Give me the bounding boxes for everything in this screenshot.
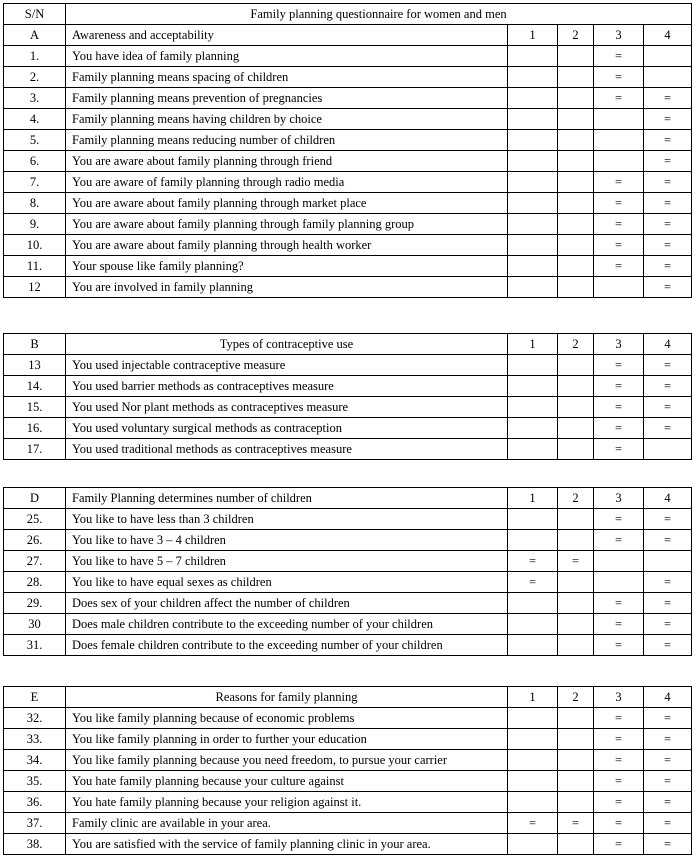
scale-column-header: 1 bbox=[508, 334, 558, 355]
question-number: 32. bbox=[4, 708, 66, 729]
response-mark bbox=[508, 418, 558, 439]
sn-header: S/N bbox=[4, 4, 66, 25]
response-mark bbox=[558, 708, 594, 729]
question-number: 11. bbox=[4, 256, 66, 277]
question-text: You are aware about family planning through friend bbox=[66, 151, 508, 172]
response-mark bbox=[508, 109, 558, 130]
response-mark: = bbox=[594, 376, 644, 397]
response-mark bbox=[558, 729, 594, 750]
question-text: You used Nor plant methods as contraceptives measure bbox=[66, 397, 508, 418]
response-mark bbox=[508, 439, 558, 460]
question-text: You hate family planning because your culture against bbox=[66, 771, 508, 792]
response-mark: = bbox=[644, 172, 692, 193]
scale-column-header: 3 bbox=[594, 334, 644, 355]
response-mark: = bbox=[644, 277, 692, 298]
question-row bbox=[4, 439, 692, 460]
response-mark bbox=[508, 792, 558, 813]
section-table-b bbox=[3, 333, 692, 460]
scale-column-header: 2 bbox=[558, 488, 594, 509]
question-text: Does male children contribute to the exceeding number of your children bbox=[66, 614, 508, 635]
question-text: You used traditional methods as contraceptives measure bbox=[66, 439, 508, 460]
response-mark: = bbox=[644, 708, 692, 729]
response-mark: = bbox=[594, 593, 644, 614]
section-body bbox=[4, 334, 692, 460]
section-code: D bbox=[4, 488, 66, 509]
question-row bbox=[4, 635, 692, 656]
question-number: 8. bbox=[4, 193, 66, 214]
question-text: You are aware about family planning through health worker bbox=[66, 235, 508, 256]
response-mark: = bbox=[594, 708, 644, 729]
scale-column-header: 1 bbox=[508, 25, 558, 46]
scale-column-header: 2 bbox=[558, 687, 594, 708]
question-row bbox=[4, 130, 692, 151]
response-mark: = bbox=[644, 256, 692, 277]
question-text: You hate family planning because your religion against it. bbox=[66, 792, 508, 813]
question-row bbox=[4, 46, 692, 67]
question-number: 34. bbox=[4, 750, 66, 771]
response-mark bbox=[558, 277, 594, 298]
scale-column-header: 4 bbox=[644, 687, 692, 708]
response-mark bbox=[558, 130, 594, 151]
response-mark bbox=[508, 530, 558, 551]
response-mark bbox=[558, 593, 594, 614]
response-mark bbox=[508, 509, 558, 530]
scale-column-header: 2 bbox=[558, 25, 594, 46]
response-mark bbox=[644, 46, 692, 67]
response-mark: = bbox=[644, 397, 692, 418]
response-mark bbox=[508, 708, 558, 729]
response-mark bbox=[558, 355, 594, 376]
response-mark bbox=[644, 551, 692, 572]
question-text: Family planning means having children by choice bbox=[66, 109, 508, 130]
response-mark bbox=[508, 214, 558, 235]
response-mark: = bbox=[644, 235, 692, 256]
question-number: 29. bbox=[4, 593, 66, 614]
response-mark bbox=[594, 130, 644, 151]
response-mark bbox=[508, 834, 558, 855]
question-number: 9. bbox=[4, 214, 66, 235]
response-mark bbox=[594, 151, 644, 172]
questionnaire-header-row bbox=[4, 4, 692, 25]
response-mark: = bbox=[594, 439, 644, 460]
response-mark: = bbox=[644, 151, 692, 172]
section-title: Awareness and acceptability bbox=[66, 25, 508, 46]
response-mark: = bbox=[508, 551, 558, 572]
response-mark: = bbox=[644, 509, 692, 530]
questionnaire-title: Family planning questionnaire for women and men bbox=[66, 4, 692, 25]
response-mark: = bbox=[644, 834, 692, 855]
question-text: You are satisfied with the service of family planning clinic in your area. bbox=[66, 834, 508, 855]
response-mark bbox=[558, 509, 594, 530]
question-number: 6. bbox=[4, 151, 66, 172]
question-number: 31. bbox=[4, 635, 66, 656]
response-mark: = bbox=[508, 572, 558, 593]
response-mark bbox=[558, 88, 594, 109]
response-mark bbox=[558, 172, 594, 193]
response-mark bbox=[594, 572, 644, 593]
scale-column-header: 4 bbox=[644, 334, 692, 355]
response-mark: = bbox=[594, 214, 644, 235]
response-mark: = bbox=[594, 530, 644, 551]
question-number: 7. bbox=[4, 172, 66, 193]
question-number: 12 bbox=[4, 277, 66, 298]
question-row bbox=[4, 277, 692, 298]
response-mark bbox=[644, 439, 692, 460]
question-row bbox=[4, 355, 692, 376]
section-title: Family Planning determines number of children bbox=[66, 488, 508, 509]
scale-column-header: 3 bbox=[594, 488, 644, 509]
question-text: You like to have equal sexes as children bbox=[66, 572, 508, 593]
question-row bbox=[4, 551, 692, 572]
question-row bbox=[4, 813, 692, 834]
question-number: 4. bbox=[4, 109, 66, 130]
response-mark bbox=[558, 67, 594, 88]
question-text: You like to have 5 – 7 children bbox=[66, 551, 508, 572]
section-header-row bbox=[4, 488, 692, 509]
response-mark: = bbox=[644, 355, 692, 376]
question-text: You are aware of family planning through radio media bbox=[66, 172, 508, 193]
section-code: A bbox=[4, 25, 66, 46]
question-row bbox=[4, 729, 692, 750]
response-mark: = bbox=[594, 88, 644, 109]
section-header-row bbox=[4, 25, 692, 46]
question-text: You like family planning in order to further your education bbox=[66, 729, 508, 750]
question-row bbox=[4, 235, 692, 256]
response-mark: = bbox=[644, 130, 692, 151]
question-number: 5. bbox=[4, 130, 66, 151]
response-mark bbox=[558, 235, 594, 256]
response-mark bbox=[558, 418, 594, 439]
response-mark: = bbox=[594, 771, 644, 792]
response-mark bbox=[644, 67, 692, 88]
question-row bbox=[4, 530, 692, 551]
response-mark bbox=[558, 376, 594, 397]
response-mark bbox=[508, 635, 558, 656]
response-mark: = bbox=[644, 88, 692, 109]
question-row bbox=[4, 193, 692, 214]
response-mark bbox=[558, 792, 594, 813]
question-row bbox=[4, 418, 692, 439]
question-text: Does female children contribute to the exceeding number of your children bbox=[66, 635, 508, 656]
response-mark: = bbox=[644, 593, 692, 614]
response-mark: = bbox=[644, 729, 692, 750]
question-number: 16. bbox=[4, 418, 66, 439]
response-mark bbox=[558, 109, 594, 130]
response-mark bbox=[508, 397, 558, 418]
response-mark: = bbox=[594, 67, 644, 88]
response-mark bbox=[558, 46, 594, 67]
response-mark: = bbox=[644, 376, 692, 397]
response-mark bbox=[508, 614, 558, 635]
scale-column-header: 3 bbox=[594, 25, 644, 46]
response-mark bbox=[508, 277, 558, 298]
question-row bbox=[4, 88, 692, 109]
question-text: You have idea of family planning bbox=[66, 46, 508, 67]
response-mark bbox=[508, 151, 558, 172]
response-mark bbox=[508, 593, 558, 614]
section-table-d bbox=[3, 487, 692, 656]
response-mark: = bbox=[594, 235, 644, 256]
response-mark: = bbox=[594, 750, 644, 771]
section-header-row bbox=[4, 334, 692, 355]
response-mark bbox=[508, 88, 558, 109]
response-mark: = bbox=[594, 418, 644, 439]
question-text: You like family planning because you need freedom, to pursue your carrier bbox=[66, 750, 508, 771]
response-mark: = bbox=[644, 572, 692, 593]
question-text: You used voluntary surgical methods as contraception bbox=[66, 418, 508, 439]
response-mark bbox=[558, 635, 594, 656]
response-mark bbox=[508, 193, 558, 214]
question-row bbox=[4, 792, 692, 813]
response-mark bbox=[508, 771, 558, 792]
response-mark: = bbox=[594, 46, 644, 67]
question-row bbox=[4, 256, 692, 277]
response-mark: = bbox=[644, 771, 692, 792]
section-title: Types of contraceptive use bbox=[66, 334, 508, 355]
response-mark: = bbox=[644, 614, 692, 635]
question-text: Does sex of your children affect the number of children bbox=[66, 593, 508, 614]
question-text: You like to have 3 – 4 children bbox=[66, 530, 508, 551]
scale-column-header: 1 bbox=[508, 687, 558, 708]
section-title: Reasons for family planning bbox=[66, 687, 508, 708]
question-row bbox=[4, 771, 692, 792]
response-mark bbox=[558, 439, 594, 460]
question-row bbox=[4, 109, 692, 130]
response-mark bbox=[508, 235, 558, 256]
response-mark: = bbox=[558, 551, 594, 572]
question-text: You like to have less than 3 children bbox=[66, 509, 508, 530]
response-mark: = bbox=[594, 193, 644, 214]
response-mark: = bbox=[594, 813, 644, 834]
response-mark bbox=[508, 750, 558, 771]
question-number: 15. bbox=[4, 397, 66, 418]
response-mark: = bbox=[508, 813, 558, 834]
response-mark: = bbox=[644, 193, 692, 214]
section-body bbox=[4, 687, 692, 855]
response-mark bbox=[508, 67, 558, 88]
response-mark: = bbox=[644, 530, 692, 551]
section-body bbox=[4, 488, 692, 656]
question-number: 26. bbox=[4, 530, 66, 551]
response-mark: = bbox=[594, 509, 644, 530]
question-row bbox=[4, 750, 692, 771]
question-number: 3. bbox=[4, 88, 66, 109]
response-mark bbox=[558, 397, 594, 418]
question-row bbox=[4, 614, 692, 635]
question-text: Family planning means reducing number of children bbox=[66, 130, 508, 151]
section-code: E bbox=[4, 687, 66, 708]
question-number: 1. bbox=[4, 46, 66, 67]
response-mark bbox=[558, 572, 594, 593]
question-number: 10. bbox=[4, 235, 66, 256]
question-text: You are aware about family planning through family planning group bbox=[66, 214, 508, 235]
response-mark bbox=[508, 729, 558, 750]
question-text: You are involved in family planning bbox=[66, 277, 508, 298]
question-number: 33. bbox=[4, 729, 66, 750]
section-header-row bbox=[4, 687, 692, 708]
scale-column-header: 4 bbox=[644, 25, 692, 46]
response-mark: = bbox=[594, 614, 644, 635]
question-number: 37. bbox=[4, 813, 66, 834]
question-number: 14. bbox=[4, 376, 66, 397]
scale-column-header: 2 bbox=[558, 334, 594, 355]
response-mark: = bbox=[594, 729, 644, 750]
question-row bbox=[4, 151, 692, 172]
question-row bbox=[4, 67, 692, 88]
response-mark: = bbox=[594, 172, 644, 193]
response-mark: = bbox=[644, 214, 692, 235]
question-row bbox=[4, 376, 692, 397]
section-body bbox=[4, 25, 692, 298]
question-row bbox=[4, 214, 692, 235]
section-table-e bbox=[3, 686, 692, 855]
response-mark bbox=[594, 551, 644, 572]
response-mark: = bbox=[594, 834, 644, 855]
response-mark: = bbox=[644, 813, 692, 834]
scale-column-header: 3 bbox=[594, 687, 644, 708]
response-mark: = bbox=[594, 355, 644, 376]
question-text: You are aware about family planning through market place bbox=[66, 193, 508, 214]
response-mark bbox=[594, 277, 644, 298]
response-mark: = bbox=[558, 813, 594, 834]
response-mark bbox=[558, 214, 594, 235]
scale-column-header: 4 bbox=[644, 488, 692, 509]
question-number: 38. bbox=[4, 834, 66, 855]
question-text: You used barrier methods as contraceptives measure bbox=[66, 376, 508, 397]
question-row bbox=[4, 397, 692, 418]
question-number: 25. bbox=[4, 509, 66, 530]
response-mark: = bbox=[644, 750, 692, 771]
response-mark bbox=[558, 530, 594, 551]
question-row bbox=[4, 172, 692, 193]
response-mark bbox=[508, 130, 558, 151]
question-number: 28. bbox=[4, 572, 66, 593]
question-text: You used injectable contraceptive measure bbox=[66, 355, 508, 376]
response-mark bbox=[558, 256, 594, 277]
question-number: 27. bbox=[4, 551, 66, 572]
question-row bbox=[4, 708, 692, 729]
question-row bbox=[4, 509, 692, 530]
question-row bbox=[4, 593, 692, 614]
response-mark bbox=[508, 256, 558, 277]
section-code: B bbox=[4, 334, 66, 355]
question-text: Family clinic are available in your area. bbox=[66, 813, 508, 834]
response-mark bbox=[508, 376, 558, 397]
response-mark bbox=[508, 355, 558, 376]
response-mark bbox=[558, 151, 594, 172]
question-row bbox=[4, 834, 692, 855]
response-mark: = bbox=[594, 256, 644, 277]
question-number: 35. bbox=[4, 771, 66, 792]
response-mark bbox=[508, 46, 558, 67]
question-text: Family planning means spacing of children bbox=[66, 67, 508, 88]
question-number: 2. bbox=[4, 67, 66, 88]
question-number: 17. bbox=[4, 439, 66, 460]
response-mark: = bbox=[594, 397, 644, 418]
question-text: You like family planning because of economic problems bbox=[66, 708, 508, 729]
response-mark bbox=[558, 614, 594, 635]
response-mark bbox=[558, 750, 594, 771]
response-mark: = bbox=[644, 635, 692, 656]
response-mark bbox=[558, 834, 594, 855]
response-mark: = bbox=[594, 635, 644, 656]
scale-column-header: 1 bbox=[508, 488, 558, 509]
question-text: Your spouse like family planning? bbox=[66, 256, 508, 277]
question-number: 30 bbox=[4, 614, 66, 635]
question-row bbox=[4, 572, 692, 593]
response-mark: = bbox=[594, 792, 644, 813]
question-number: 13 bbox=[4, 355, 66, 376]
response-mark bbox=[594, 109, 644, 130]
response-mark bbox=[558, 771, 594, 792]
response-mark: = bbox=[644, 792, 692, 813]
question-number: 36. bbox=[4, 792, 66, 813]
response-mark bbox=[558, 193, 594, 214]
response-mark bbox=[508, 172, 558, 193]
response-mark: = bbox=[644, 418, 692, 439]
question-text: Family planning means prevention of pregnancies bbox=[66, 88, 508, 109]
response-mark: = bbox=[644, 109, 692, 130]
section-table-a bbox=[3, 3, 692, 298]
